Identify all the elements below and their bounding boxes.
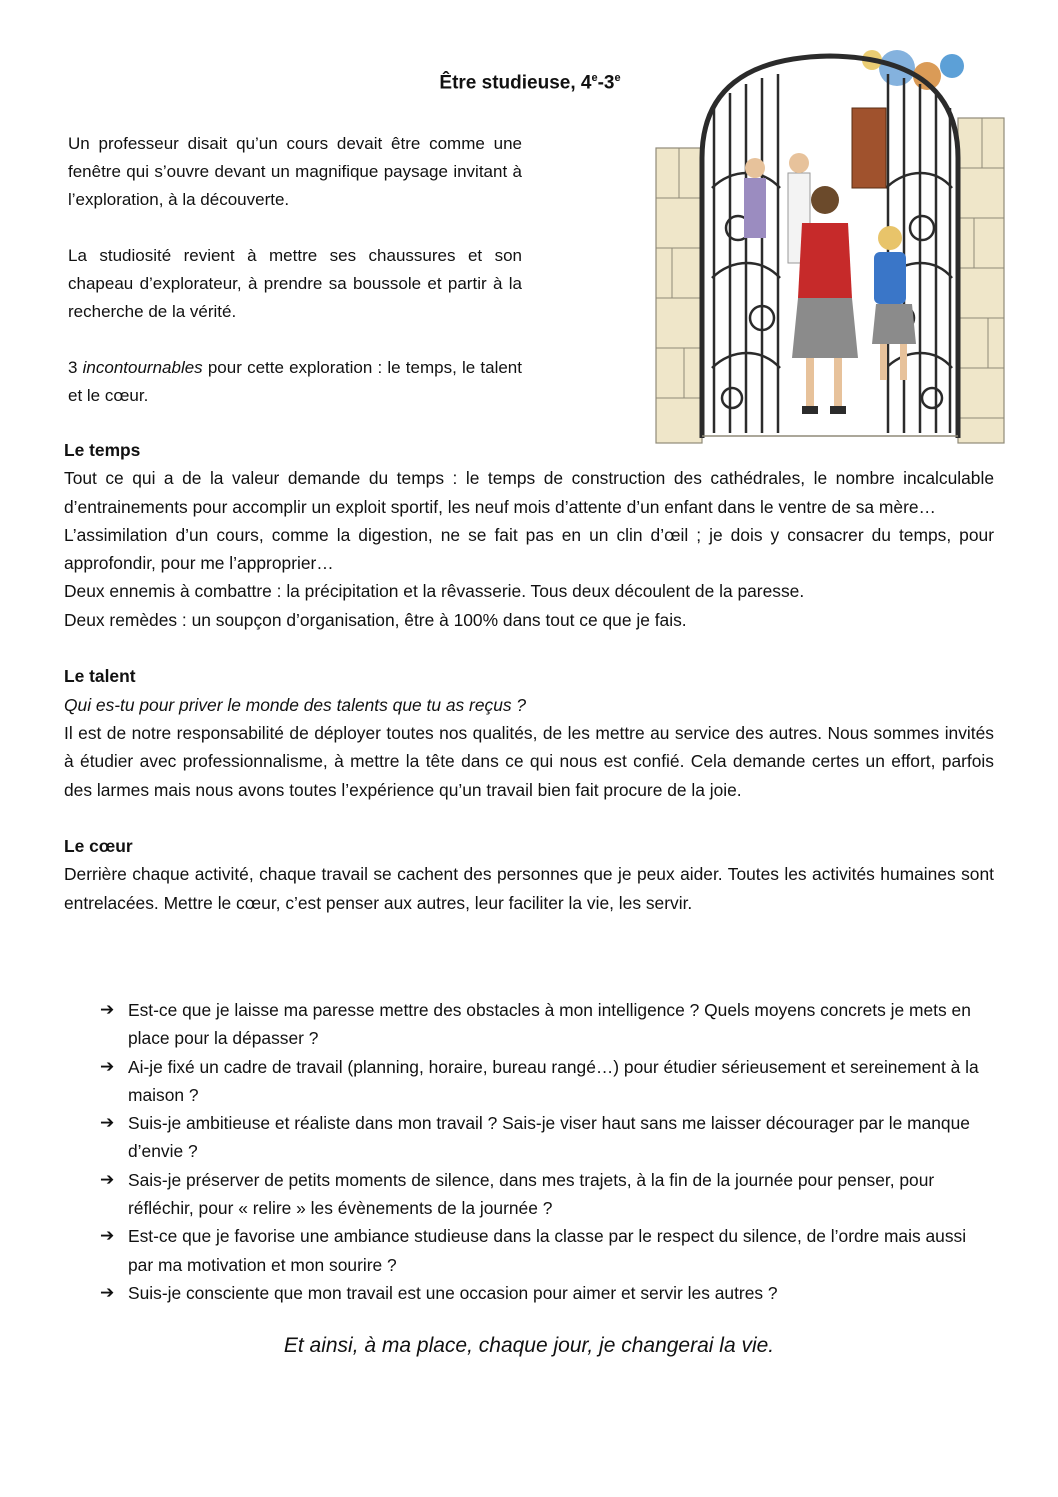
section-talent bbox=[64, 662, 994, 803]
list-item: ➔ Suis-je consciente que mon travail est une occasion pour aimer et servir les autres ? bbox=[100, 1279, 992, 1307]
bookshelf bbox=[852, 108, 886, 188]
talent-quote: Qui es-tu pour priver le monde des talents que tu as reçus ? bbox=[64, 694, 527, 715]
intro-paragraph-1: Un professeur disait qu’un cours devait être comme une fenêtre qui s’ouvre devant un magnifique paysage invitant à l’exploration, à la découverte. bbox=[68, 134, 522, 209]
arrow-right-icon: ➔ bbox=[100, 1000, 115, 1019]
wrought-iron-gate-illustration bbox=[652, 48, 1008, 448]
list-item: ➔ Est-ce que je favorise une ambiance studieuse dans la classe par le respect du silence, de l’ordre mais aussi par ma motivation et mon sourire ? bbox=[100, 1222, 992, 1279]
list-item: ➔ Ai-je fixé un cadre de travail (planning, horaire, bureau rangé…) pour étudier sérieusement et sereinement à la maison ? bbox=[100, 1053, 992, 1110]
girl-with-backpack-figure bbox=[872, 226, 916, 380]
list-item: ➔ Suis-je ambitieuse et réaliste dans mon travail ? Sais-je viser haut sans me laisser décourager par le manque d’envie ? bbox=[100, 1109, 992, 1166]
section-title-talent: Le talent bbox=[64, 666, 136, 687]
list-item: ➔ Est-ce que je laisse ma paresse mettre des obstacles à mon intelligence ? Quels moyens concrets je mets en place pour la dépasser ? bbox=[100, 996, 992, 1053]
main-text bbox=[64, 436, 994, 945]
intro-paragraph-2: La studiosité revient à mettre ses chaussures et son chapeau d’explorateur, à prendre sa boussole et partir à la recherche de la vérité. bbox=[68, 246, 522, 321]
coeur-paragraph-1: Derrière chaque activité, chaque travail se cachent des personnes que je peux aider. Toutes les activités humaines sont entrelacées. Mettre le cœur, c’est penser aux autres, leur faciliter la vie, les servir. bbox=[64, 864, 994, 913]
girl-figure-background bbox=[744, 178, 766, 238]
reflection-questions-list bbox=[100, 996, 992, 1307]
temps-paragraph-3: Deux ennemis à combattre : la précipitation et la rêvasserie. Tous deux découlent de la paresse. bbox=[64, 581, 805, 602]
section-title-temps: Le temps bbox=[64, 440, 141, 460]
figure-head bbox=[745, 158, 765, 178]
talent-paragraph-1: Il est de notre responsabilité de déployer toutes nos qualités, de les mettre au service des autres. Nous sommes invités à étudier avec professionnalisme, à mettre la tête dans ce qui nous est confié. Cela demande certes un effort, parfois des larmes mais nous avons toutes l’expérience qu’un travail bien fait procure de la joie. bbox=[64, 722, 994, 800]
planet-icon bbox=[940, 54, 964, 78]
page-title: Être studieuse, 4e-3e bbox=[439, 72, 621, 94]
temps-paragraph-2: L’assimilation d’un cours, comme la digestion, ne se fait pas en un clin d’œil ; je dois y consacrer du temps, pour approfondir, pour me l’approprier… bbox=[64, 524, 994, 574]
section-title-coeur: Le cœur bbox=[64, 836, 133, 857]
section-temps bbox=[64, 436, 994, 634]
figure-head bbox=[789, 153, 809, 173]
intro-paragraph-3: 3 incontournables pour cette exploration : le temps, le talent et le cœur. bbox=[68, 358, 522, 405]
arrow-right-icon: ➔ bbox=[100, 1169, 115, 1189]
left-stone-pillar bbox=[656, 148, 702, 443]
arrow-right-icon: ➔ bbox=[100, 1282, 115, 1302]
intro-block bbox=[68, 130, 522, 410]
intro-italic-term: incontournables bbox=[82, 358, 203, 377]
arrow-right-icon: ➔ bbox=[100, 1226, 115, 1246]
right-stone-pillar bbox=[958, 118, 1004, 443]
list-item: ➔ Sais-je préserver de petits moments de silence, dans mes trajets, à la fin de la journée pour penser, pour réfléchir, pour « relire » les évènements de la journée ? bbox=[100, 1166, 992, 1223]
closing-line: Et ainsi, à ma place, chaque jour, je changerai la vie. bbox=[283, 1334, 775, 1357]
section-coeur bbox=[64, 832, 994, 917]
left-gate-leaf bbox=[712, 74, 780, 433]
arrow-right-icon: ➔ bbox=[100, 1056, 115, 1076]
arrow-right-icon: ➔ bbox=[100, 1113, 115, 1133]
temps-paragraph-4: Deux remèdes : un soupçon d’organisation, être à 100% dans tout ce que je fais. bbox=[64, 609, 687, 630]
temps-paragraph-1: Tout ce qui a de la valeur demande du temps : le temps de construction des cathédrales, le nombre incalculable d’entrainements pour accomplir un exploit sportif, les neuf mois d’attente d’un enfant dans le ventre de sa mère… bbox=[64, 468, 994, 517]
